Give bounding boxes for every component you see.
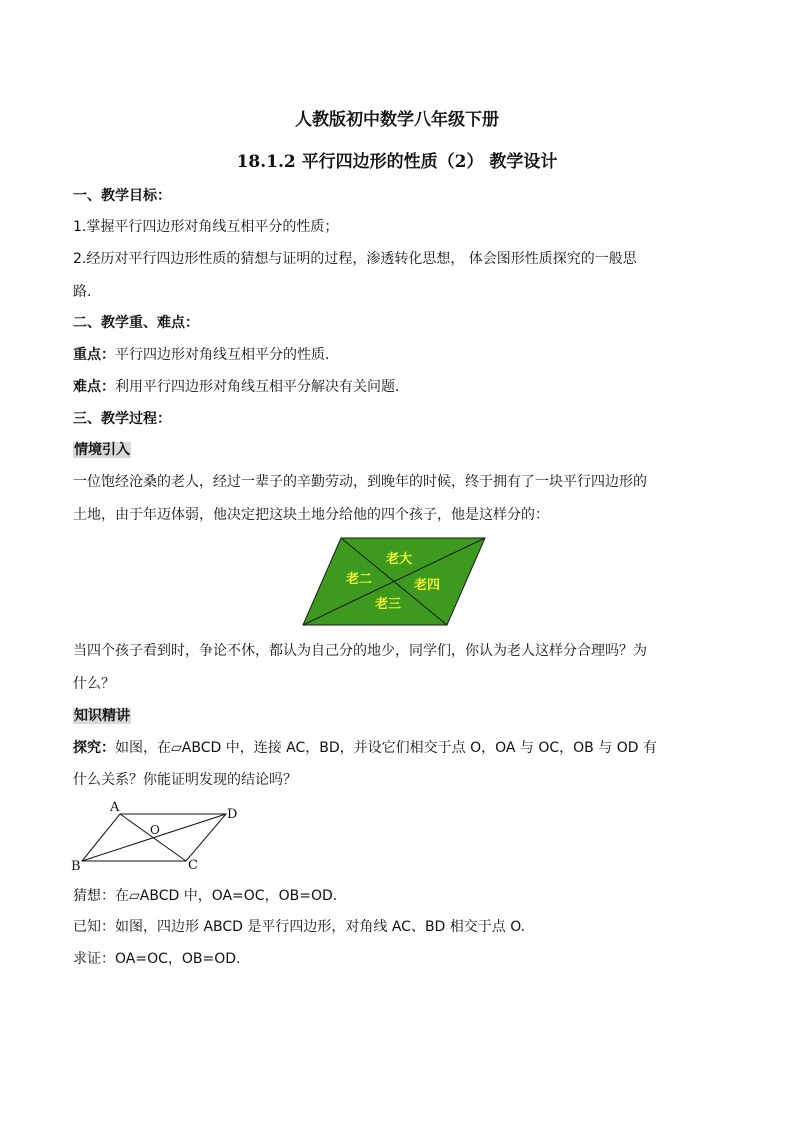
key-point-label: 重点：: [73, 347, 115, 363]
vertex-label-b: B: [71, 859, 81, 874]
key-point: [73, 345, 329, 365]
difficult-point-label: 难点：: [73, 379, 115, 395]
land-figure: [300, 530, 500, 630]
explore-line1: [73, 738, 657, 758]
story-line2: 土地，由于年迈体弱，他决定把这块土地分给他的四个孩子，他是这样分的：: [73, 507, 549, 523]
explore-text: 如图，在▱ABCD 中，连接 AC，BD，并设它们相交于点 O，OA 与 OC，OB 与 OD 有: [115, 740, 657, 756]
center-label-o: O: [150, 823, 160, 837]
vertex-label-c: C: [188, 858, 198, 873]
land-label-fourth: 老四: [414, 578, 441, 593]
knowledge-tag-line: [73, 706, 131, 726]
geometry-figure: [68, 796, 248, 876]
knowledge-tag: 知识精讲: [74, 708, 130, 724]
key-point-text: 平行四边形对角线互相平分的性质.: [115, 347, 330, 363]
land-label-second: 老二: [346, 572, 373, 587]
goal-2-line2: 路.: [73, 284, 92, 300]
doc-title: 人教版初中数学八年级下册: [295, 110, 499, 130]
difficult-point: [73, 377, 399, 397]
land-label-third: 老三: [375, 597, 402, 612]
section-process-heading: 三、教学过程：: [73, 411, 171, 427]
doc-subtitle: 18.1.2 平行四边形的性质（2） 教学设计: [236, 152, 558, 172]
land-label-eldest: 老大: [386, 552, 413, 567]
vertex-label-d: D: [227, 807, 238, 822]
goal-2-line1: 2.经历对平行四边形性质的猜想与证明的过程，渗透转化思想， 体会图形性质探究的一般思: [73, 251, 637, 267]
question-line1: 当四个孩子看到时，争论不休，都认为自己分的地少，同学们，你认为老人这样分合理吗？为: [73, 643, 647, 659]
explore-line2: 什么关系？你能证明发现的结论吗？: [73, 772, 297, 788]
section-keypoints-heading: 二、教学重、难点：: [73, 315, 199, 331]
diagonal-bd: [82, 814, 226, 861]
goal-1: 1.掌握平行四边形对角线互相平分的性质；: [73, 219, 339, 235]
vertex-label-a: A: [110, 800, 120, 815]
section-goals-heading: 一、教学目标：: [73, 188, 171, 204]
intro-tag-line: [73, 440, 131, 460]
question-line2: 什么？: [73, 676, 115, 692]
story-line1: 一位饱经沧桑的老人，经过一辈子的辛勤劳动，到晚年的时候，终于拥有了一块平行四边形的: [73, 474, 647, 490]
intro-tag: 情境引入: [74, 442, 130, 458]
prove-line: 求证：OA=OC，OB=OD.: [73, 951, 241, 967]
difficult-point-text: 利用平行四边形对角线互相平分解决有关问题.: [115, 379, 400, 395]
guess-line: 猜想：在▱ABCD 中，OA=OC，OB=OD.: [73, 888, 338, 904]
given-line: 已知：如图，四边形 ABCD 是平行四边形，对角线 AC、BD 相交于点 O.: [73, 919, 526, 935]
explore-label: 探究：: [73, 740, 115, 756]
